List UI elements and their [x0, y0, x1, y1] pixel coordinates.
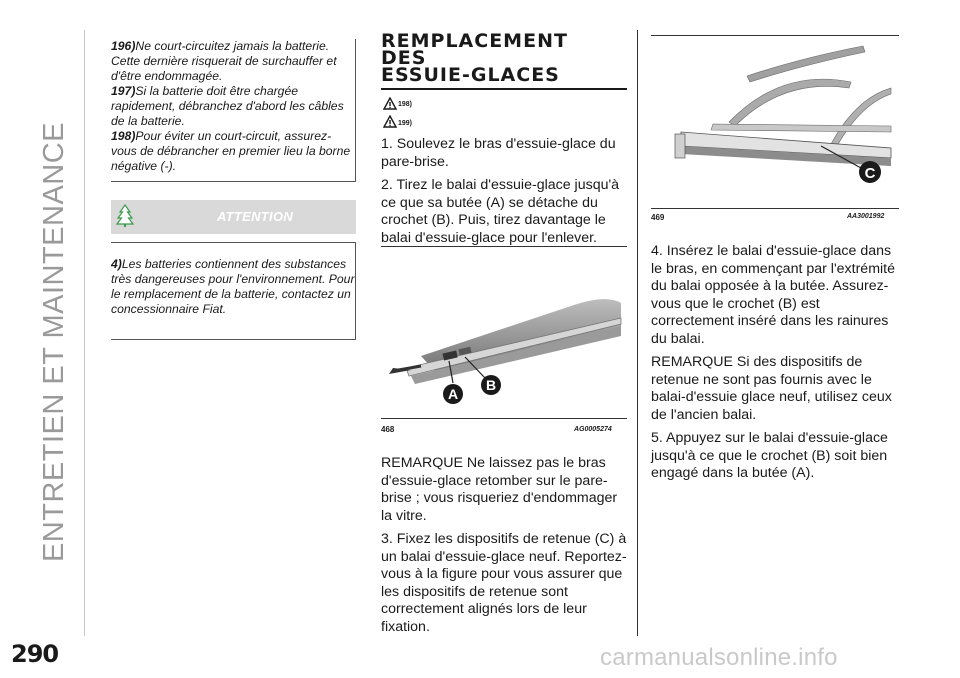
note-number: 197) [111, 84, 136, 98]
warning-ref: 198) [398, 101, 413, 108]
instructions-part-3 [651, 243, 901, 483]
warning-triangle-icon [383, 115, 397, 128]
figure-468-wiper-blade [381, 258, 627, 413]
note-text: Pour éviter un court-circuit, assurez-vous de débrancher en premier lieu la borne négative (-). [111, 129, 351, 173]
note-198 [111, 129, 355, 174]
side-section-title: ENTRETIEN ET MAINTENANCE [38, 121, 70, 563]
attention-title: ATTENTION [216, 209, 294, 224]
figure-468-code: AG0005274 [574, 426, 612, 433]
note-text: Si la batterie doit être chargée rapidement, débranchez d'abord les câbles de la batterie. [111, 84, 344, 128]
note-number: 196) [111, 39, 136, 53]
warning-ref: 199) [398, 120, 413, 127]
side-divider [84, 30, 85, 636]
figure-468-rule [381, 246, 627, 247]
figure-469-bottom-rule [651, 208, 899, 209]
watermark-link[interactable]: carmanualsonline.info [600, 644, 838, 671]
title-underline [381, 88, 627, 90]
note-number: 4) [111, 257, 122, 271]
step-4: 4. Insérez le balai d'essuie-glace dans le bras, en commençant par l'extrémité du balai opposée à la butée. Assurez-vous que le crochet (B) est correctement inséré dans les rainures du balai. [651, 243, 896, 347]
attention-text-box [111, 242, 356, 340]
step-2: 2. Tirez le balai d'essuie-glace jusqu'à ce que sa butée (A) se détache du crochet (B). Puis, tirez davantage le balai d'essuie-glace pour l'enlever. [381, 177, 620, 246]
callout-a-label: A [447, 386, 459, 402]
callout-c-label: C [864, 165, 876, 182]
figure-468-number: 468 [381, 425, 395, 434]
title-line: REMPLACEMENT [381, 30, 568, 52]
step-3: 3. Fixez les dispositifs de retenue (C) à un balai d'essuie-glace neuf. Reportez-vous à la figure pour vous assurer que les dispositifs de retenue sont correctement alignés lors de leur fixation. [381, 531, 627, 635]
remark-1: REMARQUE Ne laissez pas le bras d'essuie-glace retomber sur le pare-brise ; vous risqueriez d'endommager la vitre. [381, 455, 618, 524]
section-title [381, 30, 631, 86]
figure-469-code: AA3001992 [847, 213, 885, 220]
warning-notes-box [111, 39, 356, 182]
attention-note [111, 257, 355, 317]
callout-b-label: B [485, 377, 497, 393]
step-5: 5. Appuyez sur le balai d'essuie-glace jusqu'à ce que le crochet (B) soit bien engagé dans la butée (A). [651, 430, 888, 481]
figure-469-retainers [651, 38, 899, 208]
note-number: 198) [111, 129, 136, 143]
note-text: Ne court-circuitez jamais la batterie. Cette dernière risquerait de surchauffer et d'être endommagée. [111, 39, 337, 83]
remark-2: REMARQUE Si des dispositifs de retenue ne sont pas fournis avec le balai-d'essuie glace neuf, utilisez ceux de l'ancien balai. [651, 354, 892, 423]
environment-tree-icon [114, 203, 136, 229]
step-1: 1. Soulevez le bras d'essuie-glace du pare-brise. [381, 136, 616, 170]
figure-469-number: 469 [651, 213, 665, 222]
note-197 [111, 84, 355, 129]
note-196 [111, 39, 355, 84]
warning-triangle-icon [383, 97, 397, 110]
title-line: DES [381, 47, 427, 69]
page-number: 290 [11, 640, 59, 668]
instructions-part-2 [381, 455, 627, 636]
note-text: Les batteries contiennent des substances très dangereuses pour l'environnement. Pour le remplacement de la batterie, contactez un concessionnaire Fiat. [111, 257, 355, 316]
title-line: ESSUIE-GLACES [381, 64, 560, 86]
figure-469-rule [651, 35, 899, 36]
instructions-part-1 [381, 136, 627, 247]
figure-468-bottom-rule [381, 418, 627, 419]
column-divider [637, 30, 638, 636]
